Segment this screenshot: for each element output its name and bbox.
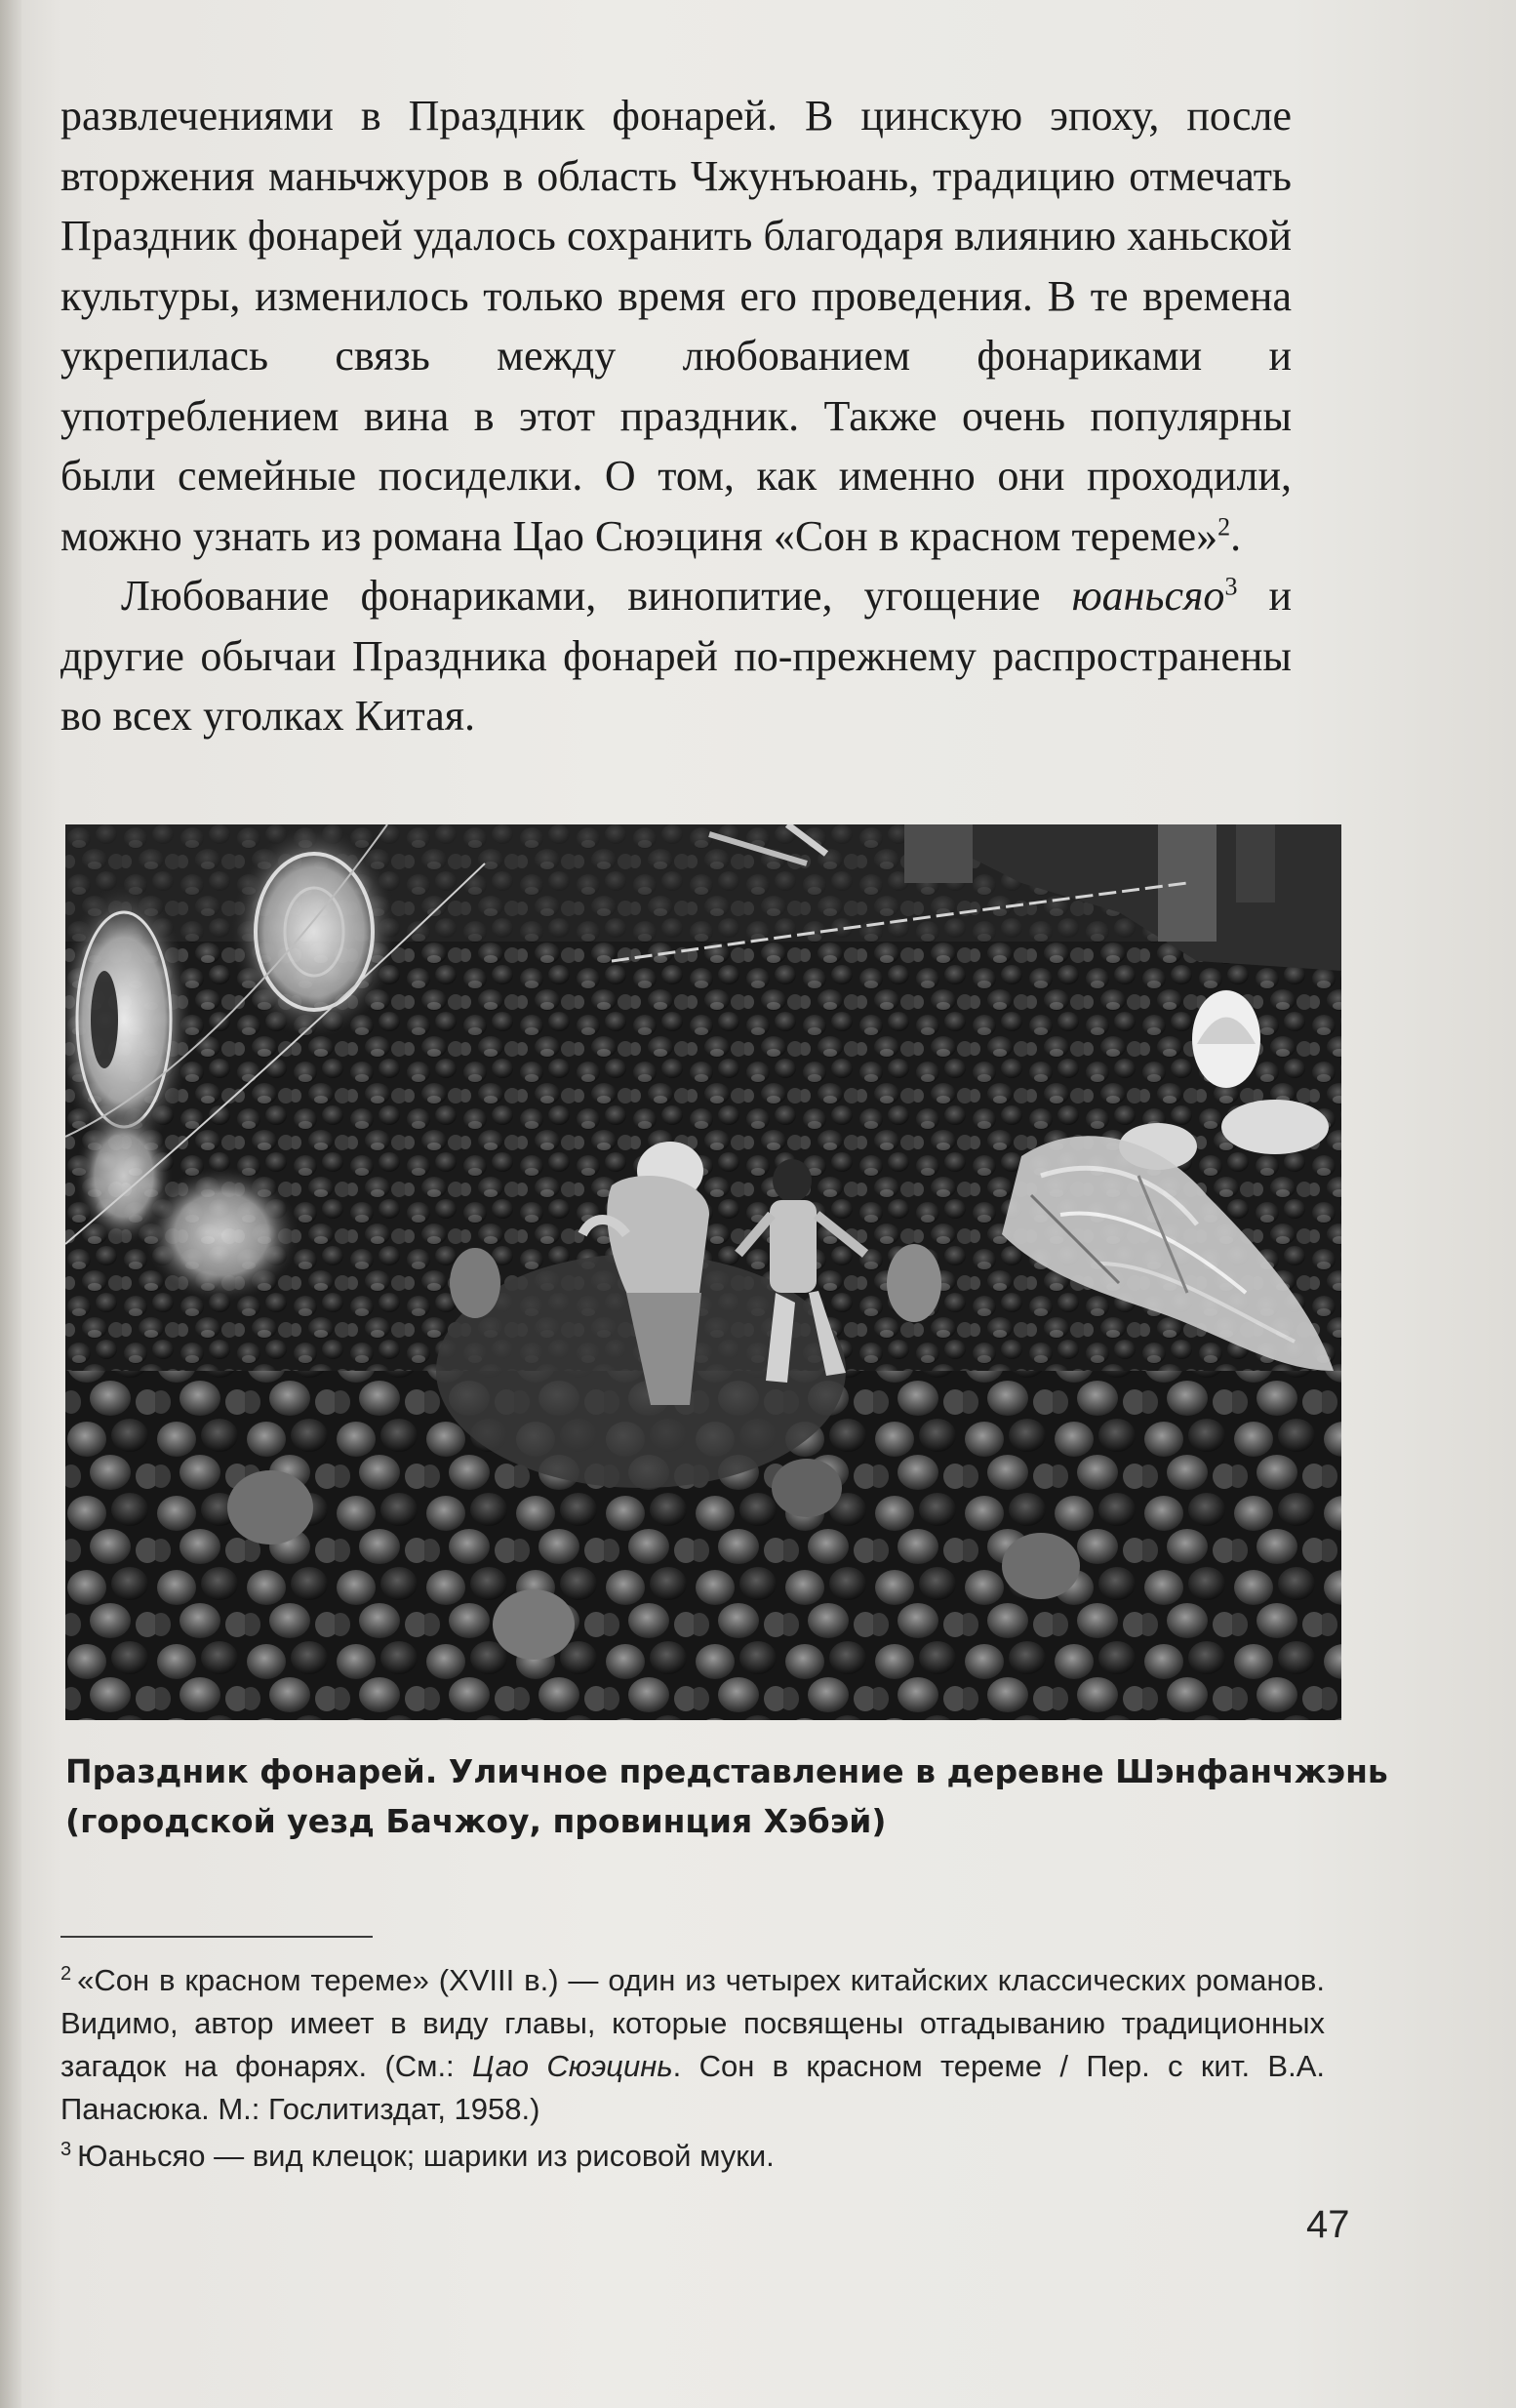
- page-number: 47: [1306, 2203, 1350, 2246]
- lantern-festival-photo: [65, 824, 1341, 1720]
- footnote-2-number: 2: [60, 1962, 72, 1985]
- footnote-3-number: 3: [60, 2138, 72, 2160]
- footnote-2-author: Цао Сюэцинь: [472, 2049, 673, 2083]
- paragraph-1: [60, 86, 1292, 566]
- paragraph-2: [60, 566, 1292, 746]
- footnotes: [60, 1959, 1325, 2182]
- figure-caption: [65, 1746, 1388, 1846]
- page-gutter-edge: [0, 0, 21, 2408]
- paragraph-2-start: Любование фонариками, винопитие, угощение: [121, 572, 1072, 620]
- footnote-3: [60, 2135, 1325, 2178]
- photo-illustration: [65, 824, 1341, 1720]
- main-text: [60, 86, 1292, 746]
- paragraph-1-end: .: [1230, 511, 1242, 560]
- footnote-3-text: Юаньсяо — вид клецок; шарики из рисовой муки.: [77, 2139, 775, 2173]
- caption-line-2: (городской уезд Бачжоу, провинция Хэбэй): [65, 1802, 887, 1840]
- paragraph-2-italic-term: юаньсяо: [1071, 572, 1225, 620]
- footnote-separator: [60, 1936, 373, 1938]
- footnote-2: [60, 1959, 1325, 2131]
- footnote-ref-2[interactable]: 2: [1217, 511, 1231, 541]
- footnote-2-text-b: . Сон в красном тереме / Пер. с кит. В.А. Панасюка. М.: Гослитиздат, 1958.): [60, 2049, 1325, 2126]
- paragraph-1-text: развлечениями в Праздник фонарей. В цинскую эпоху, после вторжения маньчжуров в область Чжунъюань, традицию отмечать Праздник фонарей удалось сохранить благодаря влиянию ханьской культуры, изменилось только время его проведения. В те времена укрепилась связь между любованием фонариками и употреблением вина в этот праздник. Также очень популярны были семейные посиделки. О том, как именно они проходили, можно узнать из романа Цао Сюэциня «Сон в красном тереме»: [60, 92, 1292, 560]
- caption-line-1: Праздник фонарей. Уличное представление в деревне Шэнфанчжэнь: [65, 1752, 1388, 1790]
- footnote-2-text-a: «Сон в красном тереме» (XVIII в.) — один из четырех китайских классических романов. Видимо, автор имеет в виду главы, которые посвящены отгадыванию традиционных загадок на фонарях. (См.:: [60, 1963, 1325, 2083]
- paragraph-2-rest: и другие обычаи Праздника фонарей по-прежнему распространены во всех уголках Китая.: [60, 572, 1293, 740]
- footnote-ref-3[interactable]: 3: [1224, 572, 1238, 601]
